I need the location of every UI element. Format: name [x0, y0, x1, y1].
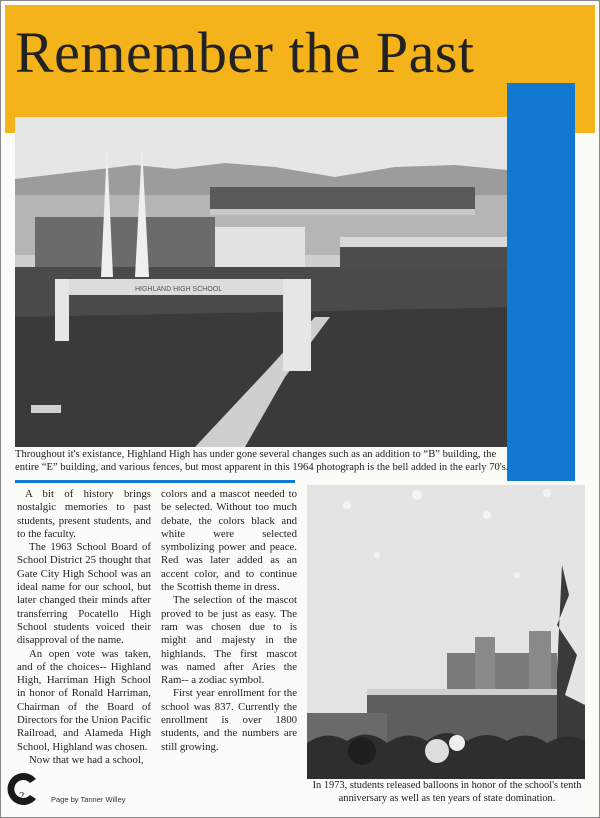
- article-column-2: [161, 488, 297, 754]
- blue-rule: [15, 480, 295, 483]
- blue-accent-bar: [507, 83, 575, 481]
- article-column-1: [17, 488, 151, 767]
- paragraph: colors and a mascot needed to be selected. Without too much debate, the colors black and white were selected symbolizing power and peace. Red was later added as an accent color, and to continue the Scottish theme in dress.: [161, 488, 297, 594]
- caption-bottom: In 1973, students released balloons in honor of the school's tenth anniversary as well as ten years of state domination.: [312, 780, 582, 804]
- page-number: 2: [19, 790, 25, 802]
- caption-top: Throughout it's existance, Highland High has under gone several changes such as an addition to “B” building, the entire “E” building, and various fences, but most apparent in this 1964 photograph is the bell added in the early 70's.: [15, 449, 509, 473]
- paragraph: The 1963 School Board of School District 25 thought that Gate City High School was an ideal name for our school, but later changed their minds after transferring Pocatello High School students voiced their disapproval of the name.: [17, 541, 151, 647]
- page-title: Remember the Past: [15, 20, 475, 85]
- paragraph: A bit of history brings nostalgic memories to past students, present students, and to the faculty.: [17, 488, 151, 540]
- paragraph: The selection of the mascot proved to be just as easy. The ram was chosen due to is might and majesty in the highlands. The first mascot was named after Aries the Ram-- a zodiac symbol.: [161, 594, 297, 687]
- school-photo-1964: [15, 117, 529, 447]
- page-credit: Page by Tanner Willey: [51, 795, 126, 804]
- paragraph: An open vote was taken, and of the choices-- Highland High, Harriman High School in honor of Ronald Harriman, Chairman of the Board of Directors for the Union Pacific Railroad, and Alameda High School, Highland was chosen.: [17, 647, 151, 753]
- paragraph: Now that we had a school,: [29, 753, 144, 766]
- sign-text: HIGHLAND HIGH SCHOOL: [135, 286, 223, 293]
- paragraph: First year enrollment for the school was 837. Currently the enrollment is over 1800 students, and the numbers are still growing.: [161, 687, 297, 753]
- balloon-release-photo: [307, 485, 585, 779]
